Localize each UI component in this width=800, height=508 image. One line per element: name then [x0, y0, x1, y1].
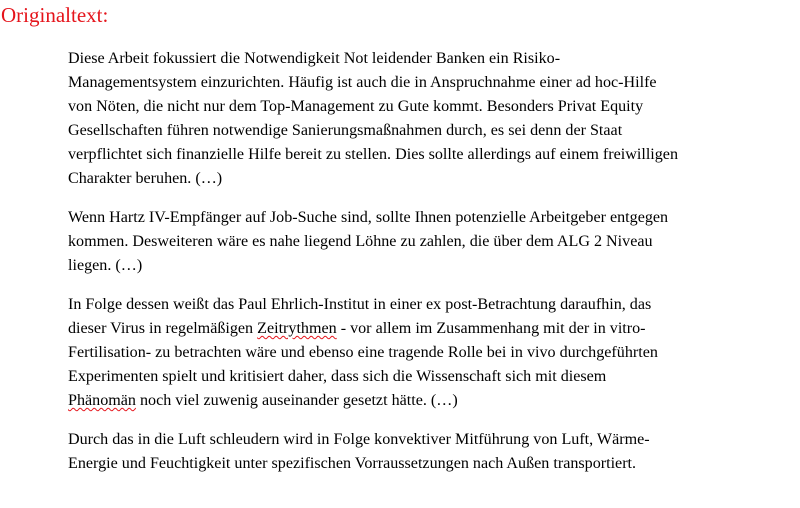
- text-line: Wenn Hartz IV-Empfänger auf Job-Suche sind, sollte Ihnen potenzielle Arbeitgeber entgegen: [68, 209, 669, 226]
- paragraph-1: [68, 47, 780, 191]
- text-line: Energie und Feuchtigkeit unter spezifischen Vorraussetzungen nach Außen transportiert.: [68, 455, 637, 472]
- text-line: Durch das in die Luft schleudern wird in Folge konvektiver Mitführung von Luft, Wärme-: [68, 431, 650, 448]
- text-line: Experimenten spielt und kritisiert daher, dass sich die Wissenschaft sich mit diesem: [68, 368, 607, 385]
- text-segment: noch viel zuwenig auseinander gesetzt hätte. (…): [135, 392, 458, 409]
- text-line: kommen. Desweiteren wäre es nahe liegend Löhne zu zahlen, die über dem ALG 2 Niveau: [68, 233, 653, 250]
- text-line: Gesellschaften führen notwendige Sanierungsmaßnahmen durch, es sei denn der Staat: [68, 122, 623, 139]
- text-segment: - vor allem im Zusammenhang mit der in vitro-: [336, 320, 646, 337]
- paragraph-4: [68, 428, 780, 476]
- misspelled-word[interactable]: Phänomän: [68, 392, 136, 409]
- text-line: Managementsystem einzurichten. Häufig ist auch die in Anspruchnahme einer ad hoc-Hilfe: [68, 74, 657, 91]
- paragraph-2: [68, 206, 780, 278]
- text-line: liegen. (…): [68, 257, 143, 274]
- text-line: von Nöten, die nicht nur dem Top-Management zu Gute kommt. Besonders Privat Equity: [68, 98, 644, 115]
- text-segment: dieser Virus in regelmäßigen: [68, 320, 258, 337]
- text-line: [68, 389, 780, 413]
- text-line: In Folge dessen weißt das Paul Ehrlich-Institut in einer ex post-Betrachtung daraufhin, das: [68, 296, 652, 313]
- text-line: verpflichtet sich finanzielle Hilfe bereit zu stellen. Dies sollte allerdings auf einem freiwilligen: [68, 146, 678, 163]
- document-heading: Originaltext:: [1, 3, 109, 27]
- text-line: Fertilisation- zu betrachten wäre und ebenso eine tragende Rolle bei in vivo durchgeführten: [68, 344, 658, 361]
- text-line: Charakter beruhen. (…): [68, 170, 223, 187]
- document-body: [68, 47, 780, 491]
- text-line: Diese Arbeit fokussiert die Notwendigkeit Not leidender Banken ein Risiko-: [68, 50, 561, 67]
- text-line: [68, 317, 780, 341]
- misspelled-word[interactable]: Zeitrythmen: [257, 320, 337, 337]
- paragraph-3: [68, 293, 780, 413]
